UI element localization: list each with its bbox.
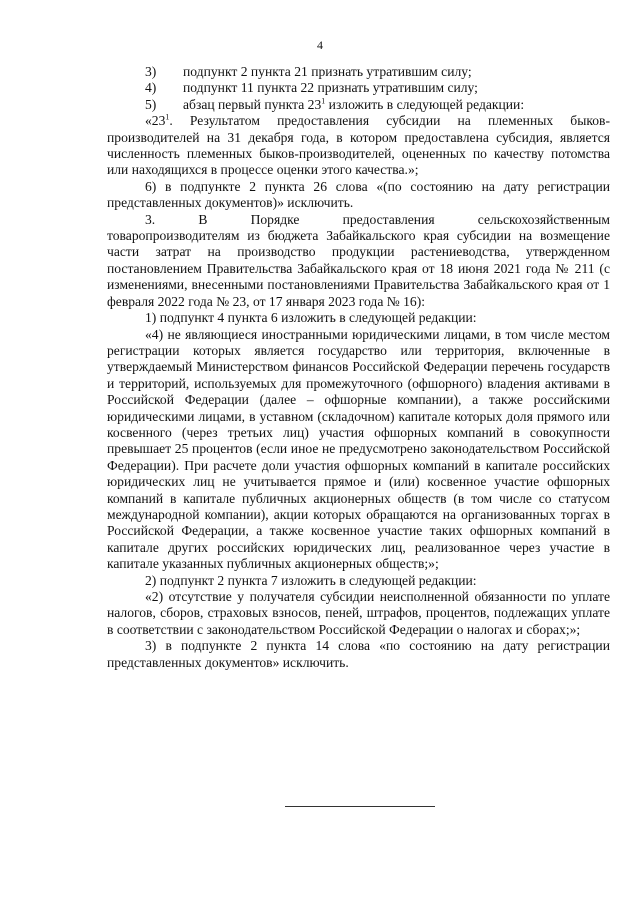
superscript: 1 — [321, 96, 326, 106]
superscript: 1 — [165, 112, 170, 122]
paragraph-item-6: 6) в подпункте 2 пункта 26 слова «(по состоянию на дату регистрации представленных документов)» исключить. — [107, 178, 610, 211]
quote-text: . Результатом предоставления субсидии на племенных быков-производителей на 31 декабря года, в котором предоставлена субсидия, является численность племенных быков-производителей, оцененных по качеству потомства или находящихся в процессе оценки этого качества.»; — [107, 113, 610, 178]
quote-paragraph-2: «2) отсутствие у получателя субсидии неисполненной обязанности по уплате налогов, сборов, страховых взносов, пеней, штрафов, процентов, подлежащих уплате в соответствии с законодательством Российской Федерации о налогах и сборах;»; — [107, 589, 610, 637]
quote-paragraph-4: «4) не являющиеся иностранными юридическими лицами, в том числе местом регистрации которых является государство или территория, включенные в утверждаемый Министерством финансов Российской Федерации перечень государств и территорий, используемых для промежуточного (офшорного) владения активами в Российской Федерации (далее – офшорные компании), а также российскими юридическими лицами, в уставном (складочном) капитале которых доля прямого или косвенного (через третьих лиц) участия офшорных компаний в совокупности превышает 25 процентов (если иное не предусмотрено законодательством Российской Федерации). При расчете доли участия офшорных компаний в капитале российских юридических лиц не учитывается прямое и (или) косвенное участие офшорных компаний в капитале публичных акционерных обществ (в том числе со статусом международной компании), акции которых обращаются на организованных торгах в Российской Федерации, а также косвенное участие таких офшорных компаний в капитале других российских юридических лиц, реализованное через участие в капитале указанных публичных акционерных обществ;»; — [107, 326, 610, 572]
page-number: 4 — [317, 38, 323, 52]
quote-open: «23 — [145, 113, 166, 129]
list-item — [107, 97, 610, 113]
list-item-text: подпункт 11 пункта 22 признать утратившим силу; — [183, 80, 478, 96]
list-item-text — [183, 97, 610, 113]
list-item-text-after: изложить в следующей редакции: — [325, 96, 525, 112]
list-item-number: 3) — [145, 64, 157, 79]
quote-paragraph-23-1 — [107, 113, 610, 179]
document-body — [107, 64, 610, 671]
paragraph-sub-1: 1) подпункт 4 пункта 6 изложить в следующей редакции: — [145, 310, 477, 326]
paragraph-sub-2: 2) подпункт 2 пункта 7 изложить в следующей редакции: — [145, 572, 477, 588]
footer-divider — [285, 806, 435, 807]
list-item-number: 5) — [145, 96, 157, 112]
list-item — [107, 80, 610, 96]
list-item-text: подпункт 2 пункта 21 признать утратившим силу; — [183, 64, 472, 79]
list-item-number: 4) — [145, 80, 157, 96]
section-3-body: товаропроизводителям из бюджета Забайкальского края субсидии на возмещение части затрат на производство продукции растениеводства, утвержденном постановлением Правительства Забайкальского края от 18 июня 2021 года № 211 (с изменениями, внесенными постановлениями Правительства Забайкальского края от 1 февраля 2022 года № 23, от 17 января 2023 года № 16): — [107, 228, 610, 309]
list-item — [107, 64, 610, 80]
paragraph-sub-3: 3) в подпункте 2 пункта 14 слова «по состоянию на дату регистрации представленных документов» исключить. — [107, 638, 610, 670]
section-3-heading: 3. В Порядке предоставления сельскохозяйственным — [145, 211, 610, 227]
list-item-text-before: абзац первый пункта 23 — [183, 96, 322, 112]
